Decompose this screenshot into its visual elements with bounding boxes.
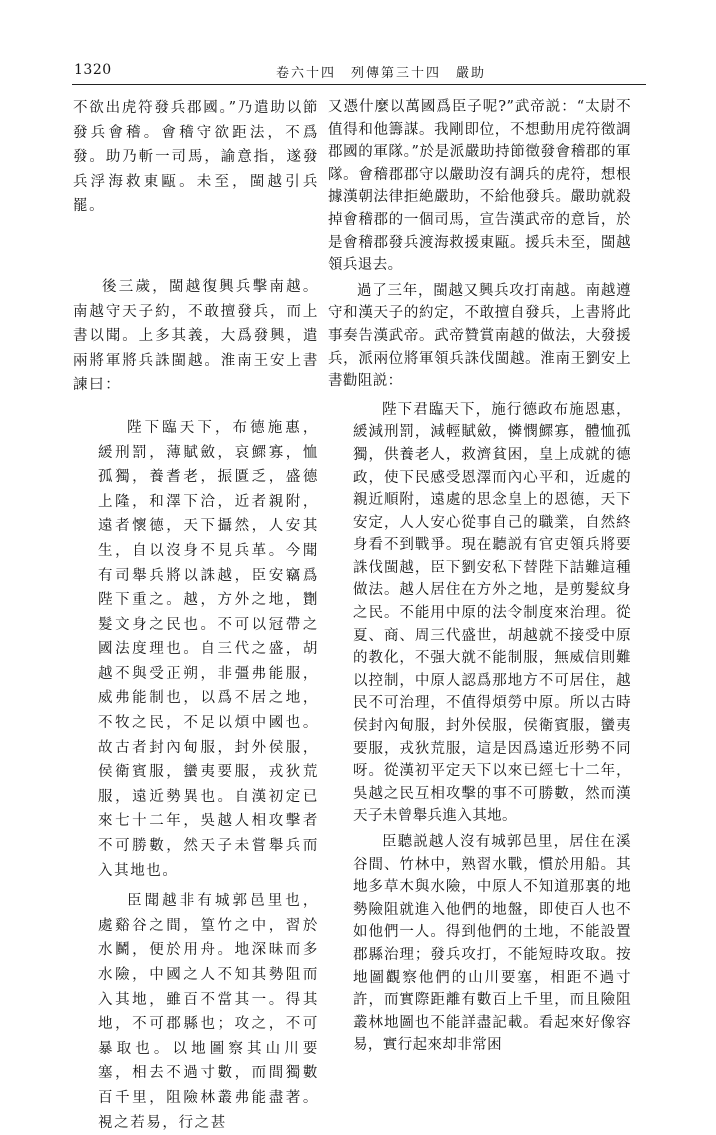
translation-quote-paragraph-2: 臣聽説越人沒有城郭邑里，居住在溪谷間、竹林中，熟習水戰，慣於用船。其地多草木與水險，中原人不知道那裏的地勢險阻就進入他們的地盤，即使百人也不如他們一人。得到他們的土地，不能設置郡縣治理；發兵攻打，不能短時攻取。按地圖觀察他們的山川要塞，相距不過寸許，而實際距離有數百上千里，而且險阻叢林地圖也不能詳盡記載。看起來好像容易，實行起來却非常困 <box>353 834 631 1054</box>
classical-chinese-column <box>73 96 319 1135</box>
classical-quote-paragraph-2: 臣聞越非有城郭邑里也，處谿谷之間，篁竹之中，習於水鬭，便於用舟。地深昧而多水險，中國之人不知其勢阻而入其地，雖百不當其一。得其地，不可郡縣也；攻之，不可暴取也。以地圖察其山川要塞，相去不過寸數，而間獨數百千里，阻險林叢弗能盡著。視之若易，行之甚 <box>98 893 319 1131</box>
classical-quote-paragraph-1: 陛下臨天下，布德施惠，緩刑罰，薄賦斂，哀鰥寡，恤孤獨，養耆老，振匱乏，盛德上隆，和澤下洽，近者親附，遠者懷德，天下攝然，人安其生，自以沒身不見兵革。今聞有司舉兵將以誅越，臣安竊爲陛下重之。越，方外之地，劗髮文身之民也。不可以冠帶之國法度理也。自三代之盛，胡越不與受正朔，非彊弗能服，威弗能制也，以爲不居之地，不牧之民，不足以煩中國也。故古者封內甸服，封外侯服，侯衛賓服，蠻夷要服，戎狄荒服，遠近勢異也。自漢初定已來七十二年，吳越人相攻擊者不可勝數，然天子未嘗舉兵而入其地也。 <box>98 419 319 879</box>
running-head: 卷六十四 列傳第三十四 嚴助 <box>276 66 487 81</box>
classical-paragraph-2: 後三歲，閩越復興兵擊南越。南越守天子約，不敢擅發兵，而上書以聞。上多其義，大爲發興，遣兩將軍將兵誅閩越。淮南王安上書諫曰： <box>73 278 319 394</box>
translation-column <box>328 96 631 1057</box>
page-header <box>0 0 716 86</box>
translation-paragraph-1: 又憑什麼以萬國爲臣子呢?”武帝説：“太尉不值得和他籌謀。我剛即位，不想動用虎符徵調郡國的軍隊。”於是派嚴助持節徵發會稽郡的軍隊。會稽郡郡守以嚴助沒有調兵的虎符，想根據漢朝法律拒絶嚴助，不給他發兵。嚴助就殺掉會稽郡的一個司馬，宣告漢武帝的意旨，於是會稽郡發兵渡海救援東甌。援兵未至，閩越領兵退去。 <box>328 99 631 274</box>
translation-quote-paragraph-1: 陛下君臨天下，施行德政布施恩惠，緩減刑罰，減輕賦斂，憐憫鰥寡，體恤孤獨，供養老人，救濟貧困，皇上成就的德政，使下民感受恩澤而內心平和，近處的親近順附，遠處的思念皇上的恩德，天下安定，人人安心從事自己的職業，自然終身看不到戰爭。現在聽説有官吏領兵將要誅伐閩越，臣下劉安私下替陛下詰難這種做法。越人居住在方外之地，是剪髮紋身之民。不能用中原的法令制度來治理。從夏、商、周三代盛世，胡越就不接受中原的教化，不强大就不能制服，無威信則難以控制，中原人認爲那地方不可居住，越民不可治理，不值得煩勞中原。所以古時侯封內甸服，封外侯服，侯衛賓服，蠻夷要服，戎狄荒服，這是因爲遠近形勢不同呀。從漢初平定天下以來已經七十二年，吳越之民互相攻擊的事不可勝數，然而漢天子未曾舉兵進入其地。 <box>353 401 631 825</box>
page-number: 1320 <box>74 62 112 78</box>
translation-paragraph-2: 過了三年，閩越又興兵攻打南越。南越遵守和漢天子的約定，不敢擅自發兵，上書將此事奏告漢武帝。武帝贊賞南越的做法，大發援兵，派兩位將軍領兵誅伐閩越。淮南王劉安上書勸阻説： <box>328 282 631 390</box>
header-rule <box>72 84 646 85</box>
classical-paragraph-1: 不欲出虎符發兵郡國。”乃遣助以節發兵會稽。會稽守欲距法，不爲發。助乃斬一司馬，諭意指，遂發兵浮海救東甌。未至，閩越引兵罷。 <box>73 100 319 215</box>
